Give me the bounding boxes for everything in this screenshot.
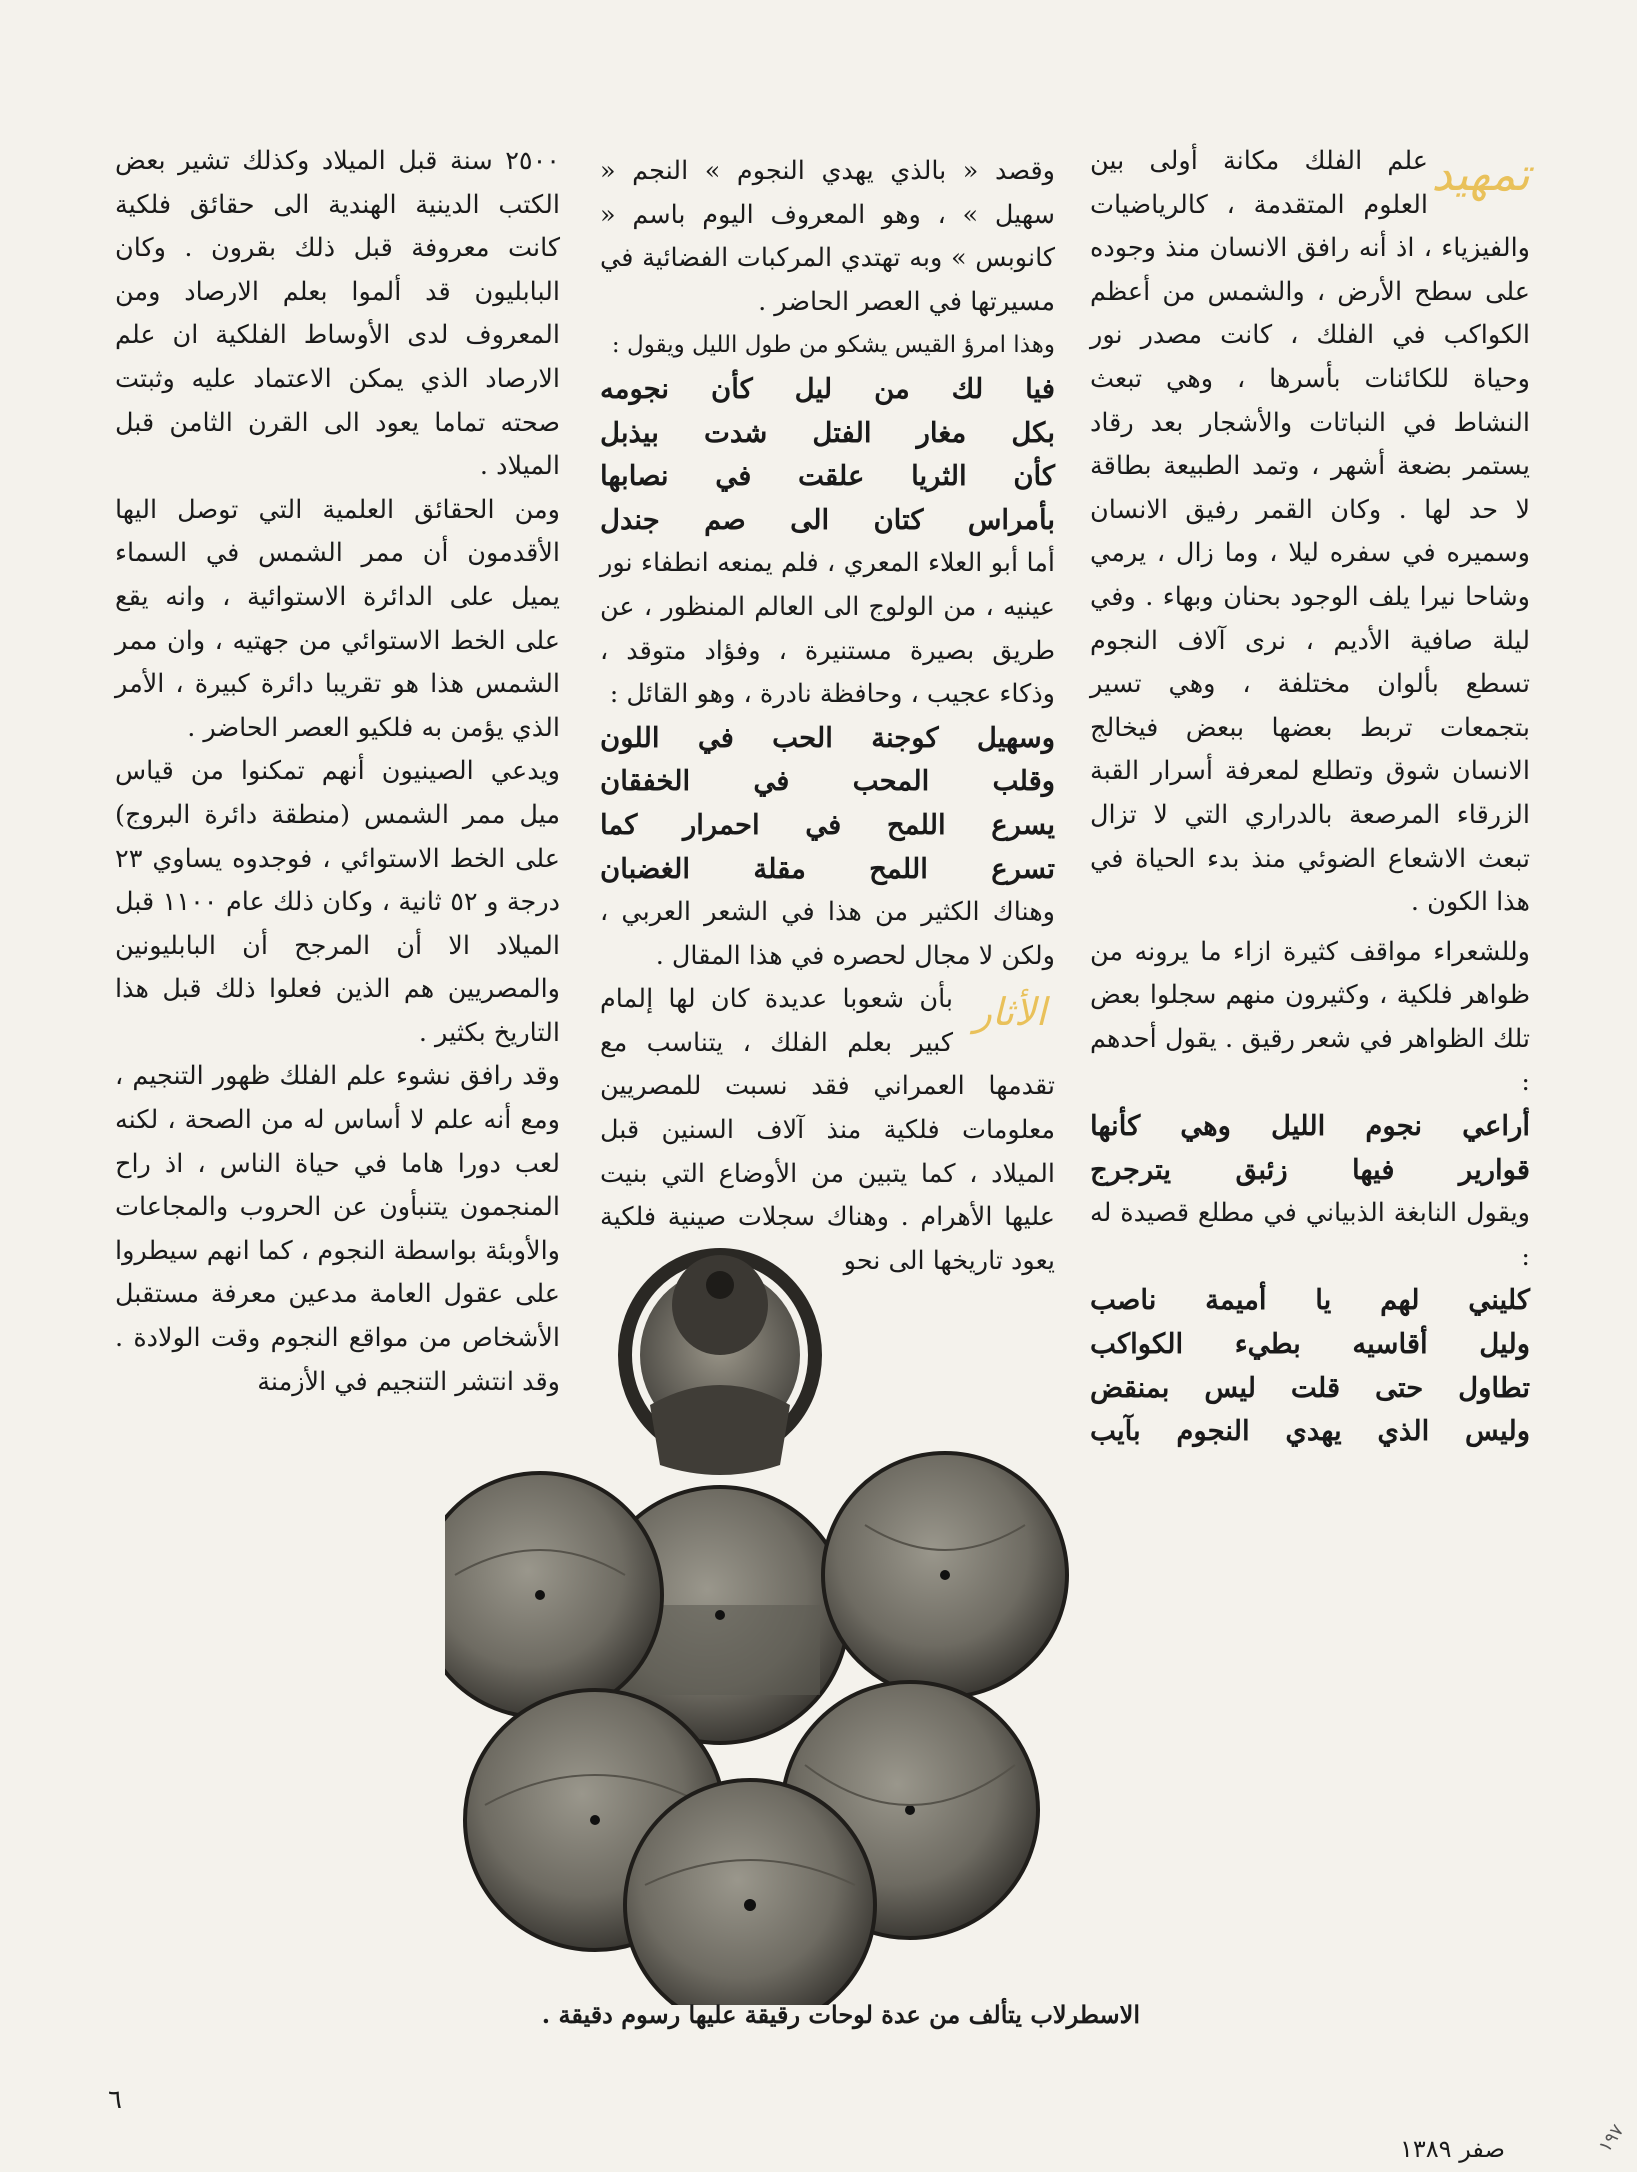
verse-line: بكل مغار الفتل شدت بيذبل <box>600 416 1055 449</box>
paragraph: وقد رافق نشوء علم الفلك ظهور التنجيم ، ومع أنه علم لا أساس له من الصحة ، لكنه لعب دورا هاما في حياة الناس ، اذ راح المنجمون يتنبأون عن الحروب والمجاعات والأوبئة بواسطة النجوم ، كما انهم سيطروا على عقول العامة مدعين معرفة مستقبل الأشخاص من مواقع النجوم وقت الولادة . وقد انتشر التنجيم في الأزمنة <box>115 1061 560 1397</box>
paragraph: وقصد « بالذي يهدي النجوم » النجم « سهيل » ، وهو المعروف اليوم باسم « كانوبس » وبه تهتدي المركبات الفضائية في مسيرتها في العصر الحاضر . <box>600 156 1055 317</box>
verse-line: وليل أقاسيه بطيء الكواكب <box>1090 1328 1530 1361</box>
verse-line: وقلب المحب في الخفقان <box>600 765 1055 798</box>
verse-line: يسرع اللمح في احمرار كما <box>600 808 1055 841</box>
verse-line: تسرع اللمح مقلة الغضبان <box>600 852 1055 885</box>
astrolabe-plate <box>823 1453 1067 1697</box>
astrolabe-plate <box>445 1473 662 1717</box>
verse-block <box>600 368 1055 542</box>
astrolabe-plate <box>625 1780 875 2005</box>
verse-line: كأن الثريا علقت في نصابها <box>600 460 1055 493</box>
issue-date: صفر ١٣٨٩ <box>1400 2135 1505 2163</box>
article-column-3 <box>115 140 560 1404</box>
handwritten-margin-note: ١٩٧ <box>1594 2120 1629 2157</box>
paragraph: وللشعراء مواقف كثيرة ازاء ما يرونه من ظواهر فلكية ، وكثيرون منهم سجلوا بعض تلك الظواهر في شعر رقيق . يقول أحدهم : <box>1090 936 1530 1098</box>
paragraph: وهذا امرؤ القيس يشكو من طول الليل ويقول : <box>611 332 1055 359</box>
paragraph: ويقول النابغة الذبياني في مطلع قصيدة له : <box>1090 1198 1530 1272</box>
verse-line: وليس الذي يهدي النجوم بآيب <box>1090 1415 1530 1448</box>
article-column-2 <box>600 150 1055 1283</box>
page-number: ٦ <box>108 2085 122 2115</box>
verse-block <box>600 717 1055 891</box>
verse-line: تطاول حتى قلت ليس بمنقض <box>1090 1371 1530 1404</box>
figure-caption: الاسطرلاب يتألف من عدة لوحات رقيقة عليها رسوم دقيقة . <box>541 2000 1140 2029</box>
paragraph: وهناك الكثير من هذا في الشعر العربي ، ولكن لا مجال لحصره في هذا المقال . <box>600 897 1055 971</box>
paragraph: ٢٥٠٠ سنة قبل الميلاد وكذلك تشير بعض الكتب الدينية الهندية الى حقائق فلكية كانت معروفة قبل ذلك بقرون . وكان البابليون قد ألموا بعلم الارصاد ومن المعروف لدى الأوساط الفلكية ان علم الارصاد الذي يمكن الاعتماد عليه وثبتت صحته تماما يعود الى القرن الثامن قبل الميلاد . <box>115 146 560 482</box>
paragraph: ومن الحقائق العلمية التي توصل اليها الأقدمون أن ممر الشمس في السماء يميل على الدائرة الاستوائية ، وانه يقع على الخط الاستوائي من جهتيه ، وان ممر الشمس هذا هو تقريبا دائرة كبيرة ، الأمر الذي يؤمن به فلكيو العصر الحاضر . <box>115 494 560 743</box>
verse-block <box>1090 1105 1530 1192</box>
verse-line: وسهيل كوجنة الحب في اللون <box>600 721 1055 754</box>
verse-line: كليني لهم يا أميمة ناصب <box>1090 1284 1530 1317</box>
verse-line: فيا لك من ليل كأن نجومه <box>600 372 1055 405</box>
paragraph: أما أبو العلاء المعري ، فلم يمنعه انطفاء نور عينيه ، من الولوج الى العالم المنظور ، عن طريق بصيرة مستنيرة ، وفؤاد متوقد ، وذكاء عجيب ، وحافظة نادرة ، وهو القائل : <box>600 548 1055 710</box>
astrolabe-photo <box>445 1245 1185 2005</box>
verse-line: بأمراس كتان الى صم جندل <box>600 503 1055 536</box>
paragraph: الأثار بأن شعوبا عديدة كان لها إلمام كبير بعلم الفلك ، يتناسب مع تقدمها العمراني فقد نسبت للمصريين معلومات فلكية منذ آلاف السنين قبل الميلاد ، كما يتبين من الأوضاع التي بنيت عليها الأهرام . وهناك سجلات صينية فلكية يعود تاريخها الى نحو <box>600 984 1055 1276</box>
section-opener-heading: الأثار <box>973 990 1047 1035</box>
intro-paragraph: تمهيد علم الفلك مكانة أولى بين العلوم المتقدمة ، كالرياضيات والفيزياء ، اذ أنه رافق الانسان منذ وجوده على سطح الأرض ، والشمس من أعظم الكواكب في الفلك ، كانت مصدر نور وحياة للكائنات بأسرها ، وهي تبعث النشاط في النباتات والأشجار بعد رقاد يستمر بضعة أشهر ، وتمد الطبيعة بطاقة لا حد لها . وكان القمر رفيق الانسان وسميره في سفره ليلا ، وما زال ، يرمي وشاحا نيرا يلف الوجود بحنان وبهاء . وفي ليلة صافية الأديم ، نرى آلاف النجوم تسطع بألوان مختلفة ، وهي تسير بتجمعات تربط بعضها ببعض فيخالج الانسان شوق وتطلع لمعرفة أسرار القبة الزرقاء المرصعة بالدراري التي لا تزال تبعث الاشعاع الضوئي منذ بدء الحياة في هذا الكون . <box>1090 146 1530 918</box>
verse-line: أراعي نجوم الليل وهي كأنها <box>1090 1110 1530 1143</box>
section-opener-heading: تمهيد <box>1431 147 1530 201</box>
verse-line: قوارير فيها زئبق يترجرج <box>1090 1153 1530 1186</box>
astrolabe-mount <box>625 1255 815 1475</box>
paragraph: ويدعي الصينيون أنهم تمكنوا من قياس ميل ممر الشمس (منطقة دائرة البروج) على الخط الاستوائي ، فوجدوه يساوي ٢٣ درجة و ٥٢ ثانية ، وكان ذلك عام ١١٠٠ قبل الميلاد الا أن المرجح أن البابليونين والمصريين هم الذين فعلوا ذلك قبل هذا التاريخ بكثير . <box>115 756 560 1048</box>
